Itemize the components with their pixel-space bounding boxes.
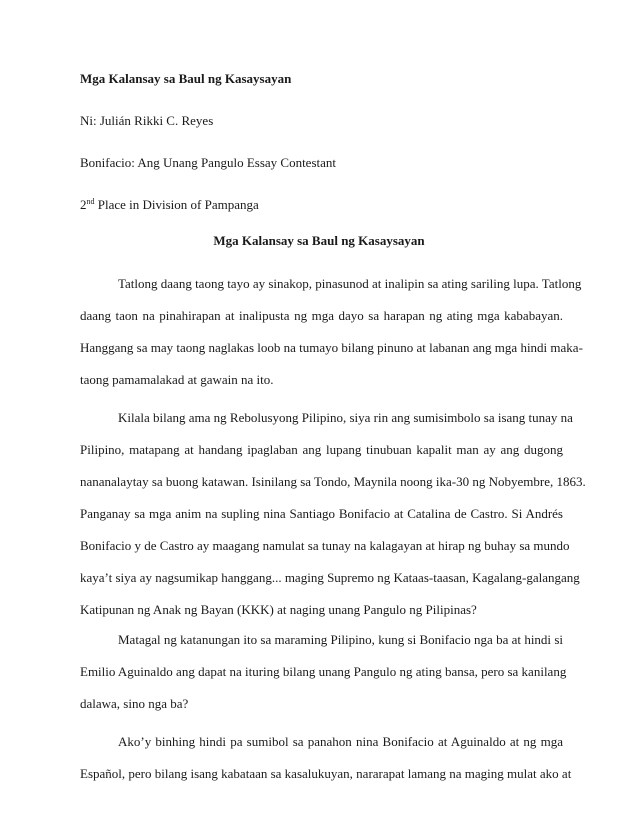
document-title: Mga Kalansay sa Baul ng Kasaysayan bbox=[80, 71, 292, 86]
essay-paragraph-4 bbox=[80, 734, 572, 798]
contest-line: Bonifacio: Ang Unang Pangulo Essay Contestant bbox=[80, 155, 337, 170]
placement-ordinal: 2 bbox=[80, 197, 87, 212]
paragraph-line: taong pamamalakad at gawain na ito. bbox=[80, 372, 274, 387]
paragraph-line: Tatlong daang taong tayo ay sinakop, pinasunod at inalipin sa ating sariling lupa. Tatlong bbox=[118, 276, 582, 291]
paragraph-line: Ako’y binhing hindi pa sumibol sa panahon nina Bonifacio at Aguinaldo at ng mga bbox=[118, 734, 563, 749]
essay-paragraph-3 bbox=[80, 632, 567, 728]
paragraph-line: Pilipino, matapang at handang ipaglaban ang lupang tinubuan kapalit man ay ang dugong bbox=[80, 442, 563, 457]
essay-paragraph-2 bbox=[80, 410, 586, 634]
placement-text: Place in Division of Pampanga bbox=[94, 197, 259, 212]
paragraph-line: Kilala bilang ama ng Rebolusyong Pilipino, siya rin ang sumisimbolo sa isang tunay na bbox=[118, 410, 573, 425]
author-line: Ni: Julián Rikki C. Reyes bbox=[80, 113, 214, 128]
essay-paragraph-1 bbox=[80, 276, 583, 404]
paragraph-line: daang taon na pinahirapan at inalipusta ng mga dayo sa harapan ng ating mga kababayan. bbox=[80, 308, 563, 323]
paragraph-line: Matagal ng katanungan ito sa maraming Pilipino, kung si Bonifacio nga ba at hindi si bbox=[118, 632, 563, 647]
placement-suffix: nd bbox=[86, 197, 95, 206]
paragraph-line: kaya’t siya ay nagsumikap hanggang... maging Supremo ng Kataas-taasan, Kagalang-galangang bbox=[80, 570, 580, 585]
paragraph-line: Emilio Aguinaldo ang dapat na ituring bilang unang Pangulo ng ating bansa, pero sa kanilang bbox=[80, 664, 567, 679]
placement-line bbox=[80, 197, 259, 213]
paragraph-line: Hanggang sa may taong naglakas loob na tumayo bilang pinuno at labanan ang mga hindi maka- bbox=[80, 340, 583, 355]
paragraph-line: Español, pero bilang isang kabataan sa kasalukuyan, nararapat lamang na maging mulat ako at bbox=[80, 766, 572, 781]
paragraph-line: Bonifacio y de Castro ay maagang namulat sa tunay na kalagayan at hirap ng buhay sa mundo bbox=[80, 538, 570, 553]
paragraph-line: Panganay sa mga anim na supling nina Santiago Bonifacio at Catalina de Castro. Si Andrés bbox=[80, 506, 563, 521]
paragraph-line: Katipunan ng Anak ng Bayan (KKK) at naging unang Pangulo ng Pilipinas? bbox=[80, 602, 477, 617]
paragraph-line: nananalaytay sa buong katawan. Isinilang sa Tondo, Maynila noong ika-30 ng Nobyembre, 1863. bbox=[80, 474, 586, 489]
essay-title: Mga Kalansay sa Baul ng Kasaysayan bbox=[213, 233, 425, 248]
paragraph-line: dalawa, sino nga ba? bbox=[80, 696, 189, 711]
